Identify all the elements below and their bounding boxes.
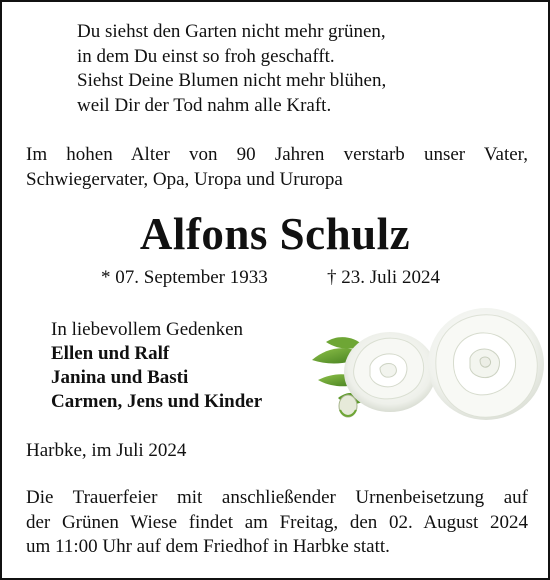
- place-and-date: Harbke, im Juli 2024: [26, 440, 187, 461]
- death-announcement-text: [26, 143, 528, 192]
- poem-line: in dem Du einst so froh geschafft.: [77, 45, 335, 67]
- death-date: † 23. Juli 2024: [327, 267, 440, 288]
- funeral-ceremony-info: [26, 486, 528, 560]
- mourners-block: [51, 318, 262, 414]
- ceremony-line: Die Trauerfeier mit anschließender Urnenbeisetzung auf: [26, 487, 528, 508]
- poem-line: Siehst Deine Blumen nicht mehr blühen,: [77, 70, 387, 91]
- ceremony-line: der Grünen Wiese findet am Freitag, den 02. August 2024: [26, 511, 528, 533]
- ceremony-line: um 11:00 Uhr auf dem Friedhof in Harbke statt.: [26, 536, 390, 557]
- mourner-name: Janina und Basti: [51, 367, 189, 388]
- white-roses-image: [308, 298, 546, 438]
- poem-line: weil Dir der Tod nahm alle Kraft.: [77, 94, 332, 116]
- mourner-name: Ellen und Ralf: [51, 343, 170, 364]
- memorial-poem: [77, 20, 386, 118]
- announcement-line: Im hohen Alter von 90 Jahren verstarb unser Vater,: [26, 144, 528, 165]
- mourners-heading: In liebevollem Gedenken: [51, 319, 244, 340]
- poem-line: Du siehst den Garten nicht mehr grünen,: [77, 21, 386, 42]
- announcement-line: Schwiegervater, Opa, Uropa und Ururopa: [26, 168, 343, 190]
- deceased-name: Alfons Schulz: [139, 209, 411, 259]
- mourner-name: Carmen, Jens und Kinder: [51, 391, 263, 412]
- birth-date: * 07. September 1933: [101, 267, 268, 288]
